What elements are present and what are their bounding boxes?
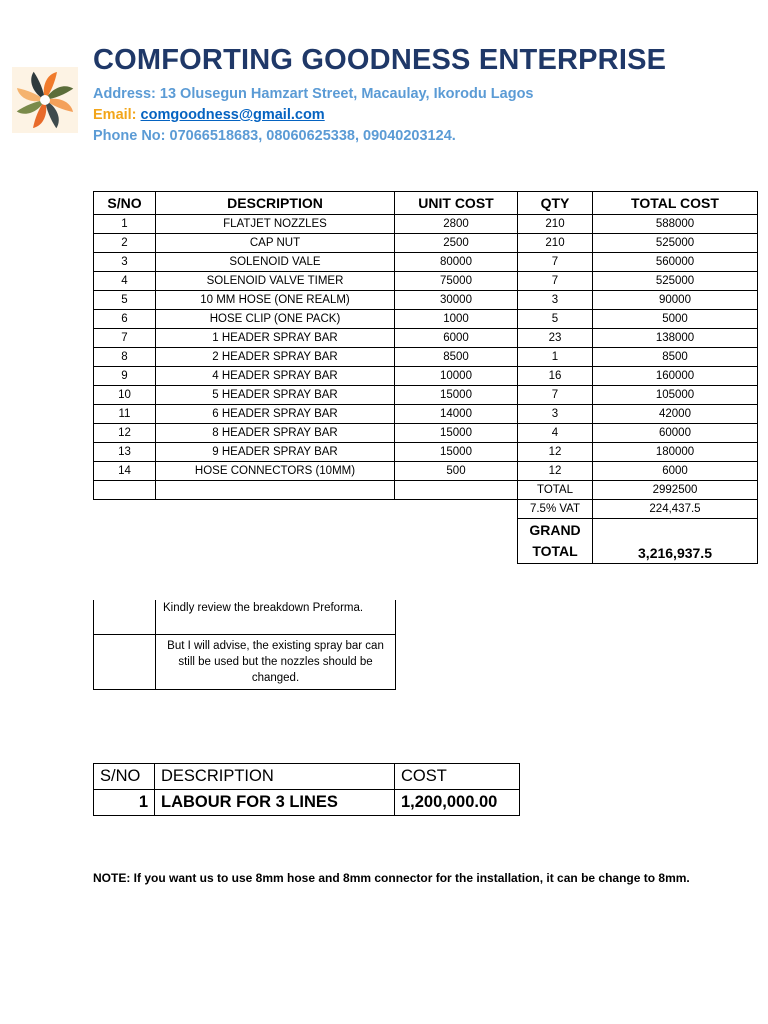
- table-row: [94, 367, 758, 386]
- column-header: DESCRIPTION: [155, 764, 395, 790]
- table-row: [94, 272, 758, 291]
- row-unit-cost: 80000: [395, 253, 518, 272]
- column-header: QTY: [518, 192, 593, 215]
- row-description: HOSE CONNECTORS (10MM): [156, 462, 395, 481]
- column-header: S/NO: [94, 192, 156, 215]
- row-description: 9 HEADER SPRAY BAR: [156, 443, 395, 462]
- table-row: [94, 234, 758, 253]
- row-description: SOLENOID VALE: [156, 253, 395, 272]
- row-sno: 11: [94, 405, 156, 424]
- cost-breakdown-table: [93, 191, 758, 564]
- labour-row: [94, 790, 520, 816]
- row-total-cost: 60000: [593, 424, 758, 443]
- row-unit-cost: 30000: [395, 291, 518, 310]
- row-sno: 14: [94, 462, 156, 481]
- row-unit-cost: 1000: [395, 310, 518, 329]
- labour-description: LABOUR FOR 3 LINES: [155, 790, 395, 816]
- row-sno: 4: [94, 272, 156, 291]
- row-unit-cost: 10000: [395, 367, 518, 386]
- remark-review: Kindly review the breakdown Preforma.: [156, 600, 396, 635]
- total-row: [94, 481, 758, 500]
- row-description: 2 HEADER SPRAY BAR: [156, 348, 395, 367]
- row-qty: 12: [518, 462, 593, 481]
- row-unit-cost: 2800: [395, 215, 518, 234]
- row-sno: 12: [94, 424, 156, 443]
- table-header-row: [94, 192, 758, 215]
- row-total-cost: 105000: [593, 386, 758, 405]
- column-header: COST: [395, 764, 520, 790]
- table-row: [94, 443, 758, 462]
- row-total-cost: 525000: [593, 272, 758, 291]
- row-description: 10 MM HOSE (ONE REALM): [156, 291, 395, 310]
- row-qty: 3: [518, 291, 593, 310]
- row-description: SOLENOID VALVE TIMER: [156, 272, 395, 291]
- table-row: [94, 462, 758, 481]
- labour-header-row: [94, 764, 520, 790]
- row-description: 6 HEADER SPRAY BAR: [156, 405, 395, 424]
- row-qty: 1: [518, 348, 593, 367]
- row-qty: 23: [518, 329, 593, 348]
- row-qty: 12: [518, 443, 593, 462]
- total-value: 2992500: [593, 481, 758, 500]
- column-header: TOTAL COST: [593, 192, 758, 215]
- row-sno: 1: [94, 215, 156, 234]
- table-row: [94, 386, 758, 405]
- row-qty: 3: [518, 405, 593, 424]
- row-qty: 7: [518, 253, 593, 272]
- row-qty: 5: [518, 310, 593, 329]
- row-total-cost: 6000: [593, 462, 758, 481]
- row-qty: 7: [518, 386, 593, 405]
- row-unit-cost: 8500: [395, 348, 518, 367]
- row-unit-cost: 15000: [395, 443, 518, 462]
- row-unit-cost: 500: [395, 462, 518, 481]
- column-header: DESCRIPTION: [156, 192, 395, 215]
- row-total-cost: 180000: [593, 443, 758, 462]
- row-total-cost: 138000: [593, 329, 758, 348]
- row-qty: 210: [518, 234, 593, 253]
- column-header: S/NO: [94, 764, 155, 790]
- row-unit-cost: 2500: [395, 234, 518, 253]
- row-description: 5 HEADER SPRAY BAR: [156, 386, 395, 405]
- table-row: [94, 405, 758, 424]
- vat-value: 224,437.5: [593, 500, 758, 519]
- row-total-cost: 160000: [593, 367, 758, 386]
- company-email-line: [93, 107, 325, 123]
- table-row: [94, 424, 758, 443]
- email-label: Email:: [93, 107, 141, 123]
- row-description: HOSE CLIP (ONE PACK): [156, 310, 395, 329]
- row-unit-cost: 15000: [395, 386, 518, 405]
- row-qty: 7: [518, 272, 593, 291]
- row-total-cost: 525000: [593, 234, 758, 253]
- grand-total-value: 3,216,937.5: [593, 519, 758, 564]
- total-label: TOTAL: [518, 481, 593, 500]
- company-address: Address: 13 Olusegun Hamzart Street, Macaulay, Ikorodu Lagos: [93, 86, 534, 102]
- row-sno: 7: [94, 329, 156, 348]
- row-description: FLATJET NOZZLES: [156, 215, 395, 234]
- row-unit-cost: 15000: [395, 424, 518, 443]
- table-row: [94, 329, 758, 348]
- row-sno: 10: [94, 386, 156, 405]
- row-sno: 5: [94, 291, 156, 310]
- table-row: [94, 310, 758, 329]
- labour-table: [93, 763, 520, 816]
- table-row: [94, 253, 758, 272]
- row-sno: 3: [94, 253, 156, 272]
- row-description: 8 HEADER SPRAY BAR: [156, 424, 395, 443]
- row-total-cost: 8500: [593, 348, 758, 367]
- table-row: [94, 215, 758, 234]
- row-total-cost: 90000: [593, 291, 758, 310]
- row-unit-cost: 75000: [395, 272, 518, 291]
- company-name: COMFORTING GOODNESS ENTERPRISE: [93, 44, 667, 76]
- company-phone: Phone No: 07066518683, 08060625338, 09040203124.: [93, 128, 456, 144]
- remark-advice: But I will advise, the existing spray bar can still be used but the nozzles should be changed.: [156, 635, 396, 690]
- row-description: 1 HEADER SPRAY BAR: [156, 329, 395, 348]
- vat-label: 7.5% VAT: [518, 500, 593, 519]
- row-unit-cost: 6000: [395, 329, 518, 348]
- table-row: [94, 291, 758, 310]
- row-total-cost: 588000: [593, 215, 758, 234]
- row-sno: 2: [94, 234, 156, 253]
- vat-row: [94, 500, 758, 519]
- row-sno: 13: [94, 443, 156, 462]
- row-total-cost: 560000: [593, 253, 758, 272]
- row-sno: 9: [94, 367, 156, 386]
- row-description: CAP NUT: [156, 234, 395, 253]
- row-unit-cost: 14000: [395, 405, 518, 424]
- row-sno: 6: [94, 310, 156, 329]
- row-total-cost: 5000: [593, 310, 758, 329]
- row-description: 4 HEADER SPRAY BAR: [156, 367, 395, 386]
- email-link[interactable]: comgoodness@gmail.com: [140, 107, 325, 123]
- installation-note: NOTE: If you want us to use 8mm hose and 8mm connector for the installation, it can be change to 8mm.: [93, 871, 690, 885]
- labour-sno: 1: [94, 790, 155, 816]
- column-header: UNIT COST: [395, 192, 518, 215]
- row-total-cost: 42000: [593, 405, 758, 424]
- row-sno: 8: [94, 348, 156, 367]
- remark-row: [94, 635, 396, 690]
- remarks-table: [93, 600, 396, 690]
- labour-cost: 1,200,000.00: [395, 790, 520, 816]
- table-row: [94, 348, 758, 367]
- grand-total-row: [94, 519, 758, 564]
- grand-total-label: GRAND TOTAL: [518, 519, 593, 564]
- row-qty: 16: [518, 367, 593, 386]
- remark-row: [94, 600, 396, 635]
- row-qty: 210: [518, 215, 593, 234]
- row-qty: 4: [518, 424, 593, 443]
- company-logo: [12, 67, 78, 133]
